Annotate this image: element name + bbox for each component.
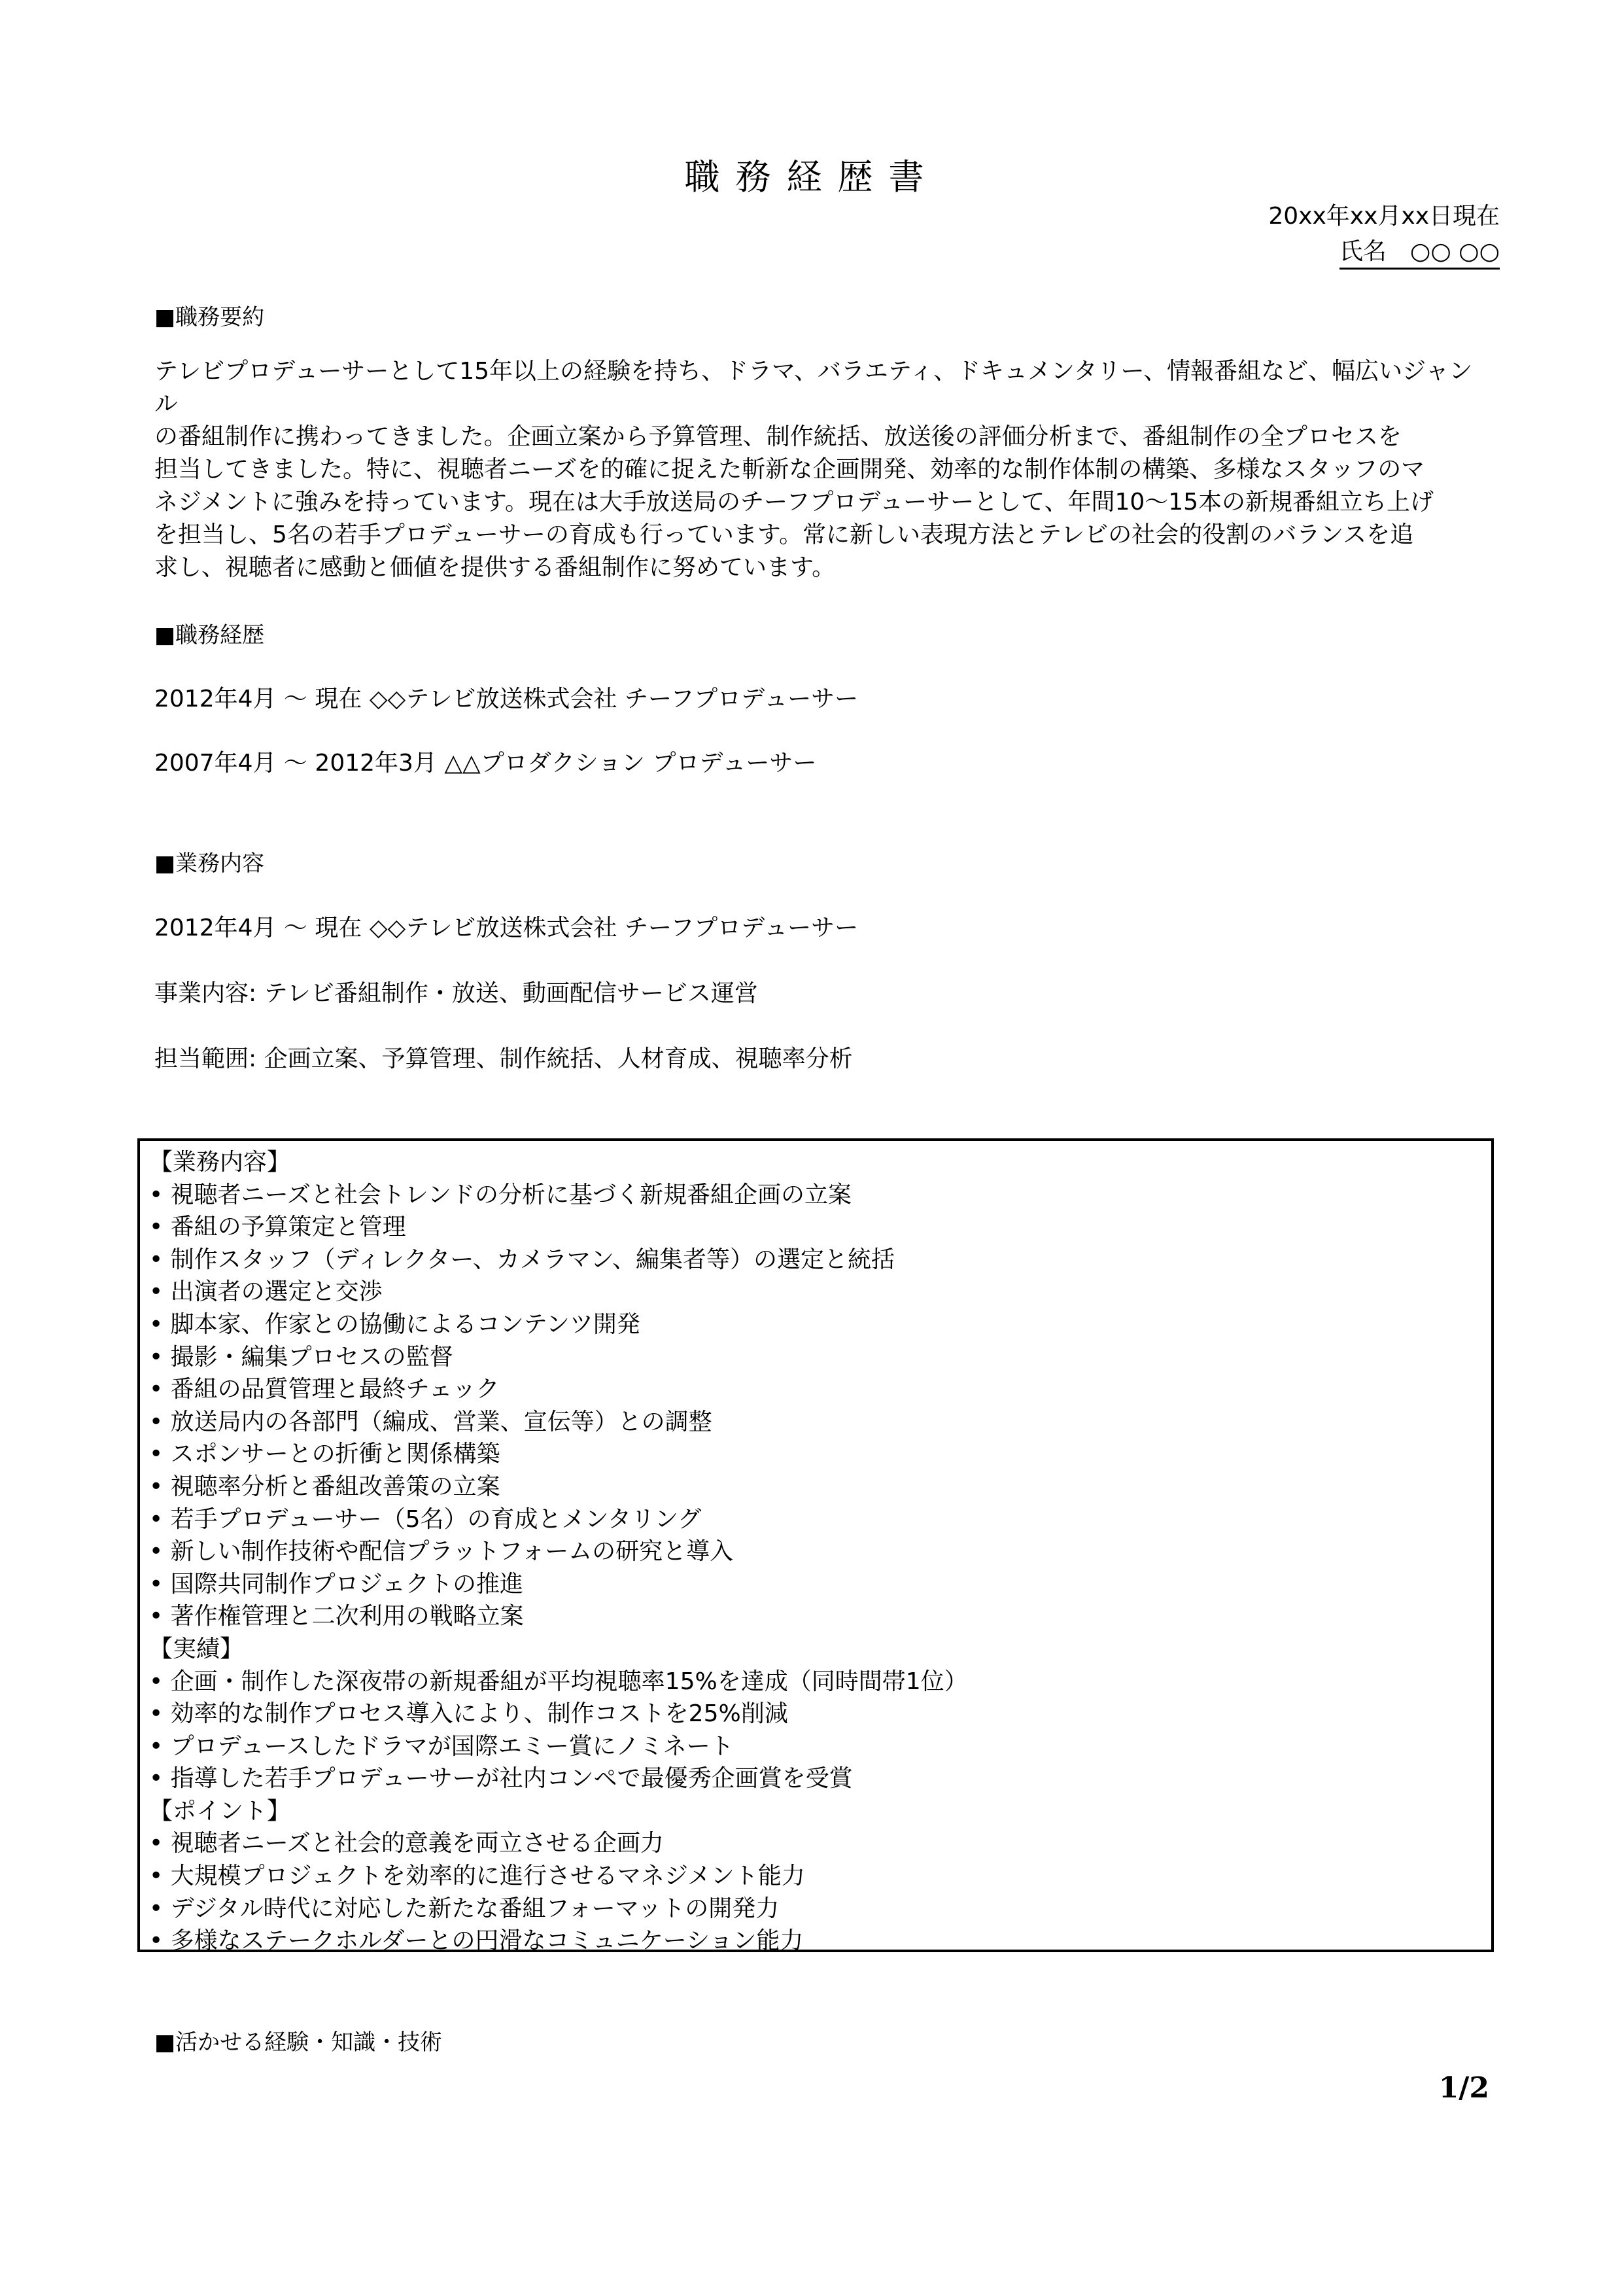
duties-heading: ■業務内容 <box>154 850 265 877</box>
summary-heading: ■職務要約 <box>154 304 265 330</box>
business-content: 事業内容: テレビ番組制作・放送、動画配信サービス運営 <box>154 980 758 1007</box>
achievement-item: • 企画・制作した深夜帯の新規番組が平均視聴率15%を達成（同時間帯1位） <box>149 1668 968 1695</box>
task-item: • 視聴率分析と番組改善策の立案 <box>149 1473 500 1500</box>
skills-heading: ■活かせる経験・知識・技術 <box>154 2029 443 2056</box>
history-heading: ■職務経歴 <box>154 622 265 648</box>
document-date: 20xx年xx月xx日現在 <box>1268 203 1500 230</box>
point-item: • 大規模プロジェクトを効率的に進行させるマネジメント能力 <box>149 1863 805 1890</box>
history-entry: 2007年4月 〜 2012年3月 △△プロダクション プロデューサー <box>154 750 817 777</box>
summary-line: の番組制作に携わってきました。企画立案から予算管理、制作統括、放送後の評価分析まで、番組制作の全プロセスを <box>154 423 1402 450</box>
summary-line: ネジメントに強みを持っています。現在は大手放送局のチーフプロデューサーとして、年間10〜15本の新規番組立ち上げ <box>154 489 1434 516</box>
task-item: • 撮影・編集プロセスの監督 <box>149 1343 453 1371</box>
achievement-item: • 指導した若手プロデューサーが社内コンペで最優秀企画賞を受賞 <box>149 1765 853 1793</box>
point-item: • デジタル時代に対応した新たな番組フォーマットの開発力 <box>149 1895 780 1922</box>
history-entry: 2012年4月 〜 現在 ◇◇テレビ放送株式会社 チーフプロデューサー <box>154 686 859 712</box>
task-item: • 脚本家、作家との協働によるコンテンツ開発 <box>149 1310 640 1338</box>
duties-detail-box <box>137 1138 1494 1955</box>
tasks-heading: 【業務内容】 <box>149 1149 291 1176</box>
document-title: 職務経歴書 <box>684 156 940 198</box>
applicant-name: 氏名 ○○ ○○ <box>1339 233 1500 270</box>
achievement-item: • 効率的な制作プロセス導入により、制作コストを25%削減 <box>149 1700 788 1728</box>
achievement-item: • プロデュースしたドラマが国際エミー賞にノミネート <box>149 1732 734 1760</box>
task-item: • 国際共同制作プロジェクトの推進 <box>149 1570 523 1598</box>
task-item: • スポンサーとの折衝と関係構築 <box>149 1441 500 1468</box>
summary-paragraph <box>154 355 1495 584</box>
summary-line: を担当し、5名の若手プロデューサーの育成も行っています。常に新しい表現方法とテレビの社会的役割のバランスを追 <box>154 521 1414 548</box>
summary-line: 担当してきました。特に、視聴者ニーズを的確に捉えた斬新な企画開発、効率的な制作体制の構築、多様なスタッフのマ <box>154 456 1425 483</box>
task-item: • 番組の品質管理と最終チェック <box>149 1376 500 1403</box>
task-item: • 制作スタッフ（ディレクター、カメラマン、編集者等）の選定と統括 <box>149 1246 895 1273</box>
duties-company: 2012年4月 〜 現在 ◇◇テレビ放送株式会社 チーフプロデューサー <box>154 915 859 941</box>
task-item: • 放送局内の各部門（編成、営業、宣伝等）との調整 <box>149 1408 712 1435</box>
summary-line: テレビプロデューサーとして15年以上の経験を持ち、ドラマ、バラエティ、ドキュメンタリー、情報番組など、幅広いジャンル <box>154 358 1473 417</box>
point-item: • 視聴者ニーズと社会的意義を両立させる企画力 <box>149 1830 664 1857</box>
achievements-heading: 【実績】 <box>149 1635 244 1662</box>
task-item: • 若手プロデューサー（5名）の育成とメンタリング <box>149 1505 702 1533</box>
task-item: • 視聴者ニーズと社会トレンドの分析に基づく新規番組企画の立案 <box>149 1181 852 1208</box>
summary-line: 求し、視聴者に感動と価値を提供する番組制作に努めています。 <box>154 554 836 581</box>
task-item: • 著作権管理と二次利用の戦略立案 <box>149 1603 524 1630</box>
point-item: • 多様なステークホルダーとの円滑なコミュニケーション能力 <box>149 1927 804 1955</box>
points-heading: 【ポイント】 <box>149 1797 291 1825</box>
task-item: • 新しい制作技術や配信プラットフォームの研究と導入 <box>149 1538 734 1566</box>
task-item: • 出演者の選定と交渉 <box>149 1278 383 1306</box>
responsibility-scope: 担当範囲: 企画立案、予算管理、制作統括、人材育成、視聴率分析 <box>154 1045 853 1072</box>
task-item: • 番組の予算策定と管理 <box>149 1214 406 1241</box>
page-number: 1/2 <box>1438 2071 1489 2105</box>
